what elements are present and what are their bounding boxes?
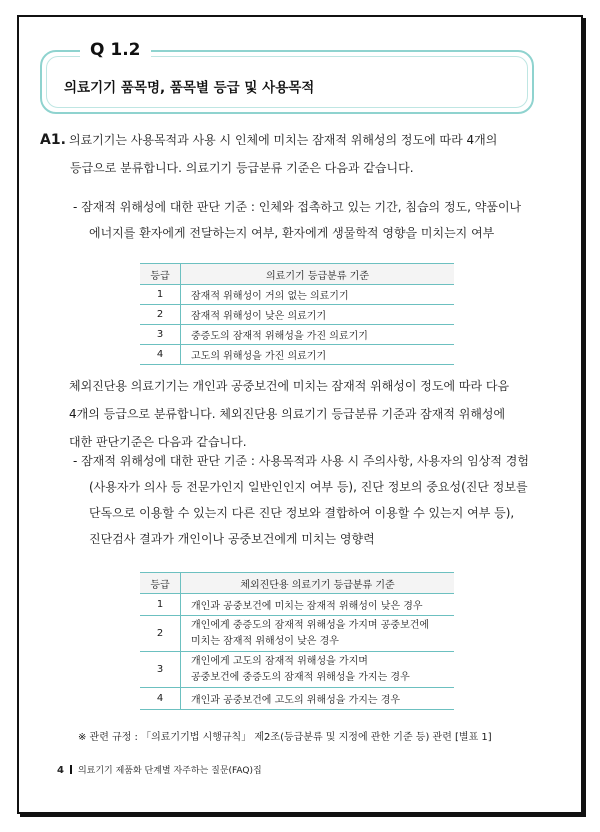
answer-paragraph-2: 체외진단용 의료기기는 개인과 공중보건에 미치는 잠재적 위해성이 정도에 따라 다음 4개의 등급으로 분류합니다. 체외진단용 의료기기 등급분류 기준과 잠재적 위해성에 대한 판단기준은 다음과 같습니다.: [69, 379, 510, 449]
answer-paragraph-1: 의료기기는 사용목적과 사용 시 인체에 미치는 잠재적 위해성의 정도에 따라 4개의 등급으로 분류합니다. 의료기기 등급분류 기준은 다음과 같습니다.: [69, 133, 498, 175]
table-row: 2 개인에게 중증도의 잠재적 위해성을 가지며 공중보건에 미치는 잠재적 위해성이 낮은 경우: [140, 616, 454, 652]
question-box: [40, 40, 534, 114]
table-row: 1 개인과 공중보건에 미치는 잠재적 위해성이 낮은 경우: [140, 594, 454, 616]
header-grade: 등급: [140, 573, 181, 594]
table-row: 3 개인에게 고도의 잠재적 위해성을 가지며 공중보건에 중증도의 잠재적 위해성을 가지는 경우: [140, 652, 454, 688]
footer-divider: [70, 765, 72, 774]
page-footer: [57, 763, 262, 776]
question-number: Q 1.2: [80, 40, 151, 60]
regulation-note: ※ 관련 규정 : 「의료기기법 시행규칙」 제2조(등급분류 및 지정에 관한 기준 등) 관련 [별표 1]: [78, 732, 492, 743]
header-criteria: 체외진단용 의료기기 등급분류 기준: [181, 573, 455, 594]
device-grade-table: [140, 263, 454, 365]
table-header-row: [140, 264, 454, 285]
table-row: 1 잠재적 위해성이 거의 없는 의료기기: [140, 285, 454, 305]
criteria-2: - 잠재적 위해성에 대한 판단 기준 : 사용목적과 사용 시 주의사항, 사용자의 임상적 경험 (사용자가 의사 등 전문가인지 일반인인지 여부 등), 진단 정보의 중요성(진단 정보를 단독으로 이용할 수 있는지 다른 진단 정보와 결합하여 이용할 수 있는지 여부 등), 진단검사 결과가 개인이나 공중보건에게 미치는 영향력: [73, 454, 529, 546]
header-criteria: 의료기기 등급분류 기준: [181, 264, 455, 285]
page-number: 4: [57, 765, 64, 776]
footer-title: 의료기기 제품화 단계별 자주하는 질문(FAQ)집: [77, 766, 262, 776]
question-title: 의료기기 품목명, 품목별 등급 및 사용목적: [64, 80, 315, 96]
ivd-grade-table: [140, 572, 454, 710]
table-row: 4 고도의 위해성을 가진 의료기기: [140, 345, 454, 365]
table-row: 3 중증도의 잠재적 위해성을 가진 의료기기: [140, 325, 454, 345]
answer-label: A1.: [40, 132, 66, 148]
header-grade: 등급: [140, 264, 181, 285]
criteria-1: - 잠재적 위해성에 대한 판단 기준 : 인체와 접촉하고 있는 기간, 침습의 정도, 약품이나 에너지를 환자에게 전달하는지 여부, 환자에게 생물학적 영향을 미치는지 여부: [73, 200, 522, 240]
table-row: 2 잠재적 위해성이 낮은 의료기기: [140, 305, 454, 325]
table-row: 4 개인과 공중보건에 고도의 위해성을 가지는 경우: [140, 688, 454, 710]
table-header-row: [140, 573, 454, 594]
